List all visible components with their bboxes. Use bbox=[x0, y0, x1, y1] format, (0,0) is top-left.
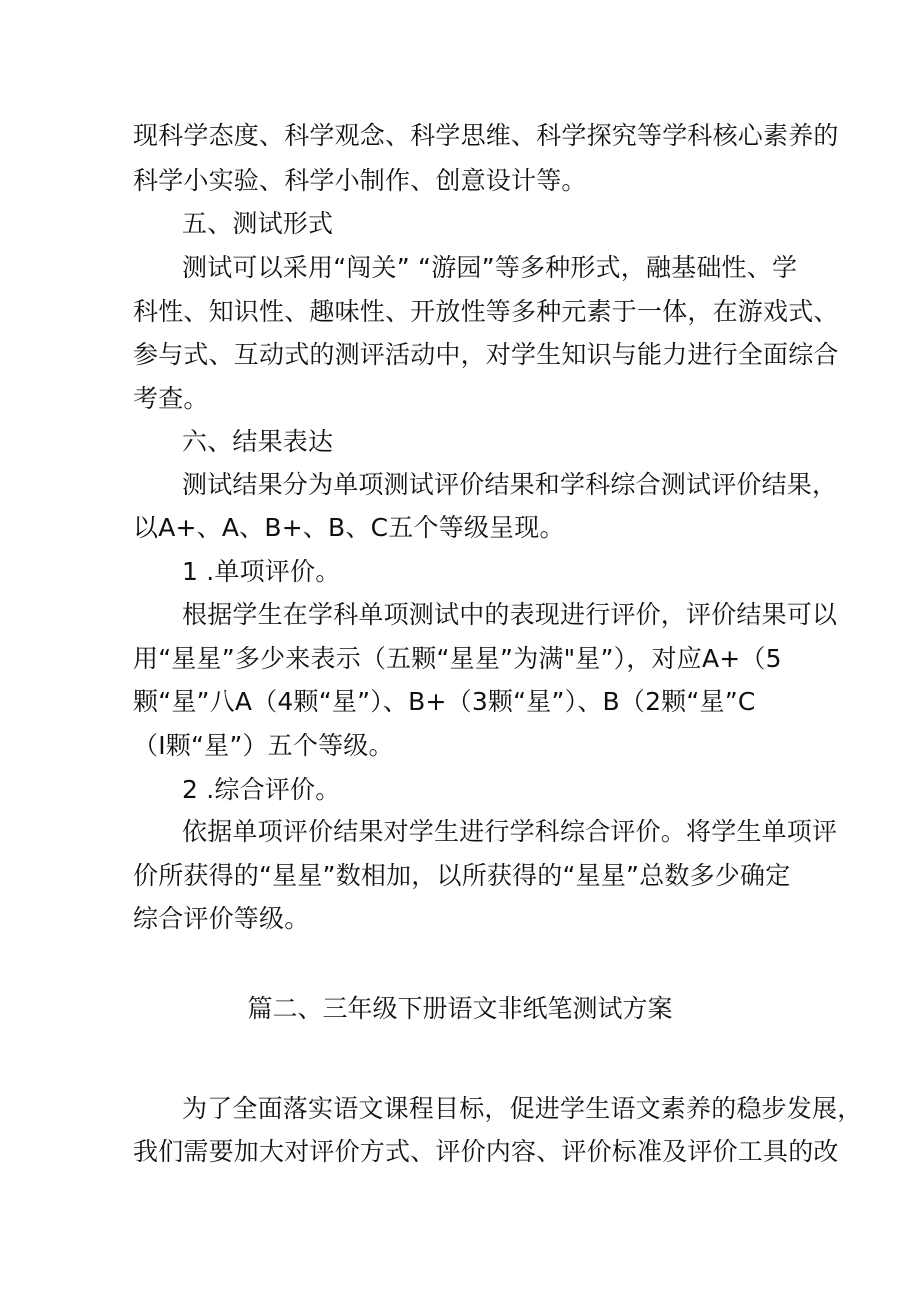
subsection-heading-2: 2 .综合评价。 bbox=[182, 775, 341, 804]
paragraph-line: 我们需要加大对评价方式、评价内容、评价标准及评价工具的改 bbox=[133, 1137, 839, 1166]
paragraph-line: 依据单项评价结果对学生进行学科综合评价。将学生单项评 bbox=[182, 817, 838, 846]
paragraph-line: 测试结果分为单项测试评价结果和学科综合测试评价结果， bbox=[182, 470, 838, 499]
paragraph-line: 以A+、A、B+、B、C五个等级呈现。 bbox=[133, 513, 565, 542]
paragraph-line: 科学小实验、科学小制作、创意设计等。 bbox=[133, 166, 587, 195]
paragraph-line: 价所获得的“星星”数相加，以所获得的“星星”总数多少确定 bbox=[133, 861, 791, 890]
subsection-heading-1: 1 .单项评价。 bbox=[182, 557, 341, 586]
paragraph-line: 根据学生在学科单项测试中的表现进行评价，评价结果可以 bbox=[182, 600, 838, 629]
paragraph-line: 现科学态度、科学观念、科学思维、科学探究等学科核心素养的 bbox=[133, 121, 839, 150]
paragraph-line: 参与式、互动式的测评活动中，对学生知识与能力进行全面综合 bbox=[133, 340, 839, 369]
section-heading-6: 六、结果表达 bbox=[182, 427, 334, 456]
section-title: 篇二、三年级下册语文非纸笔测试方案 bbox=[247, 994, 673, 1023]
paragraph-line: （I颗“星”）五个等级。 bbox=[133, 731, 394, 760]
paragraph-line: 测试可以采用“闯关” “游园”等多种形式，融基础性、学 bbox=[182, 253, 798, 282]
paragraph-line: 综合评价等级。 bbox=[133, 904, 310, 933]
paragraph-line: 科性、知识性、趣味性、开放性等多种元素于一体，在游戏式、 bbox=[133, 297, 839, 326]
paragraph-line: 为了全面落实语文课程目标，促进学生语文素养的稳步发展， bbox=[182, 1094, 863, 1123]
paragraph-line: 用“星星”多少来表示（五颗“星星”为满"星”），对应A+（5 bbox=[133, 644, 782, 673]
section-heading-5: 五、测试形式 bbox=[182, 209, 334, 238]
paragraph-line: 颗“星”八A（4颗“星”）、B+（3颗“星”）、B（2颗“星”C bbox=[133, 687, 756, 716]
paragraph-line: 考查。 bbox=[133, 384, 209, 413]
